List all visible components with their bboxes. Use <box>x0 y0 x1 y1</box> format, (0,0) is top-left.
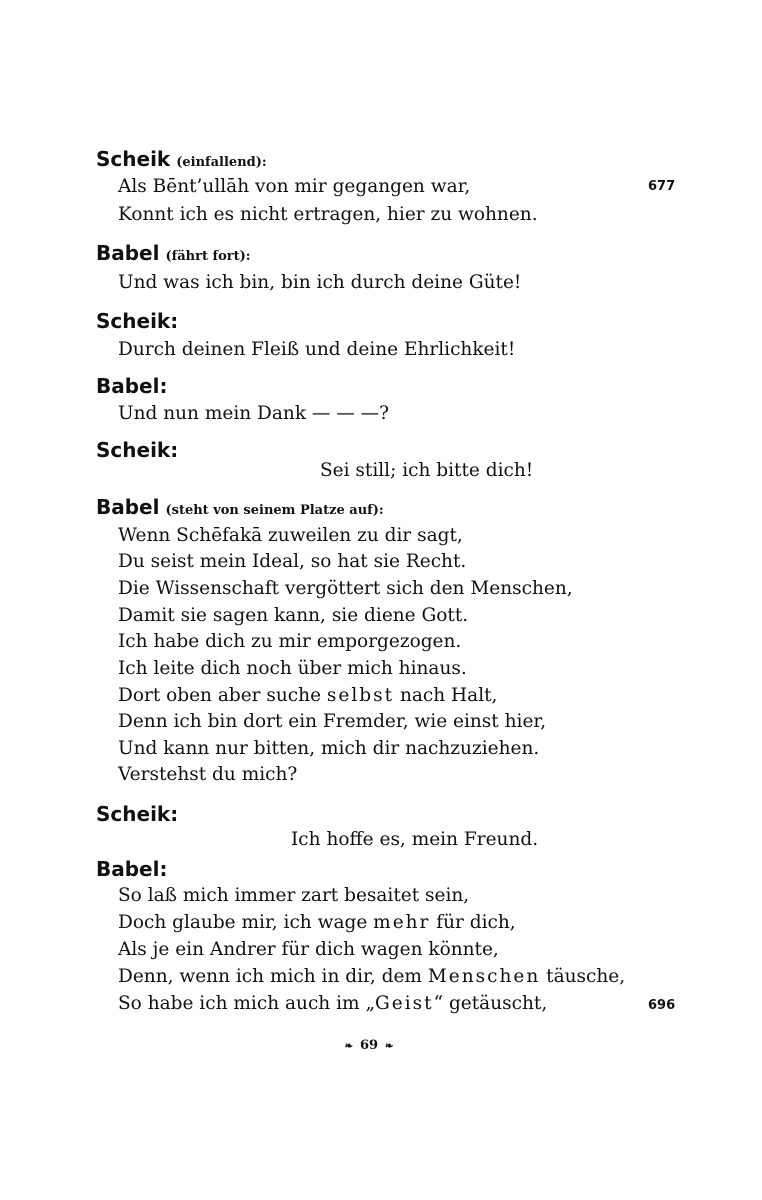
page-number: 69 <box>359 1038 379 1053</box>
verse-line: Denn, wenn ich mich in dir, dem Menschen täusche, <box>118 966 626 987</box>
verse-line: Dort oben aber suche selbst nach Halt, <box>118 685 498 706</box>
speaker-scheik: Scheik: <box>96 438 179 462</box>
verse-line: Und kann nur bitten, mich dir nachzuziehen. <box>118 738 540 759</box>
verse-line: Die Wissenschaft vergöttert sich den Menschen, <box>118 578 573 599</box>
verse-line: Und nun mein Dank — — —? <box>118 403 390 424</box>
verse-line: Denn ich bin dort ein Fremder, wie einst hier, <box>118 711 547 732</box>
speaker-scheik: Scheik: <box>96 802 179 826</box>
verse-line: Wenn Schēfakā zuweilen zu dir sagt, <box>118 525 463 546</box>
page-number-folio <box>334 1038 404 1055</box>
verse-line: Als je ein Andrer für dich wagen könnte, <box>118 939 499 960</box>
verse-line: Damit sie sagen kann, sie diene Gott. <box>118 605 469 626</box>
verse-line: Verstehst du mich? <box>118 764 298 785</box>
verse-line: Du seist mein Ideal, so hat sie Recht. <box>118 551 467 572</box>
ornament-icon: ❧ <box>385 1041 394 1052</box>
emphasized-word: selbst <box>326 685 395 706</box>
verse-line: Durch deinen Fleiß und deine Ehrlichkeit! <box>118 339 516 360</box>
verse-line: Doch glaube mir, ich wage mehr für dich, <box>118 912 516 933</box>
speaker-scheik: Scheik (einfallend): <box>96 147 267 171</box>
speaker-babel: Babel: <box>96 857 168 881</box>
speaker-scheik: Scheik: <box>96 309 179 333</box>
verse-line: Sei still; ich bitte dich! <box>320 460 534 481</box>
stage-direction: (fährt fort): <box>165 249 251 264</box>
verse-line: So laß mich immer zart besaitet sein, <box>118 885 470 906</box>
stage-direction: (steht von seinem Platze auf): <box>165 503 384 518</box>
verse-line: So habe ich mich auch im „Geist“ getäuscht, <box>118 993 548 1014</box>
emphasized-word: Geist <box>375 993 434 1014</box>
line-number: 677 <box>648 179 676 194</box>
stage-direction: (einfallend): <box>176 155 267 170</box>
verse-line: Ich leite dich noch über mich hinaus. <box>118 658 467 679</box>
verse-line: Als Bēnt’ullāh von mir gegangen war, <box>118 176 471 197</box>
speaker-babel: Babel (fährt fort): <box>96 241 251 265</box>
speaker-babel: Babel (steht von seinem Platze auf): <box>96 495 384 519</box>
verse-line: Ich hoffe es, mein Freund. <box>291 829 539 850</box>
line-number: 696 <box>648 998 676 1013</box>
speaker-babel: Babel: <box>96 374 168 398</box>
emphasized-word: Menschen <box>427 966 541 987</box>
emphasized-word: mehr <box>373 912 431 933</box>
ornament-icon: ❧ <box>344 1041 353 1052</box>
verse-line: Ich habe dich zu mir emporgezogen. <box>118 631 462 652</box>
verse-line: Und was ich bin, bin ich durch deine Güte! <box>118 272 522 293</box>
verse-line: Konnt ich es nicht ertragen, hier zu wohnen. <box>118 204 538 225</box>
